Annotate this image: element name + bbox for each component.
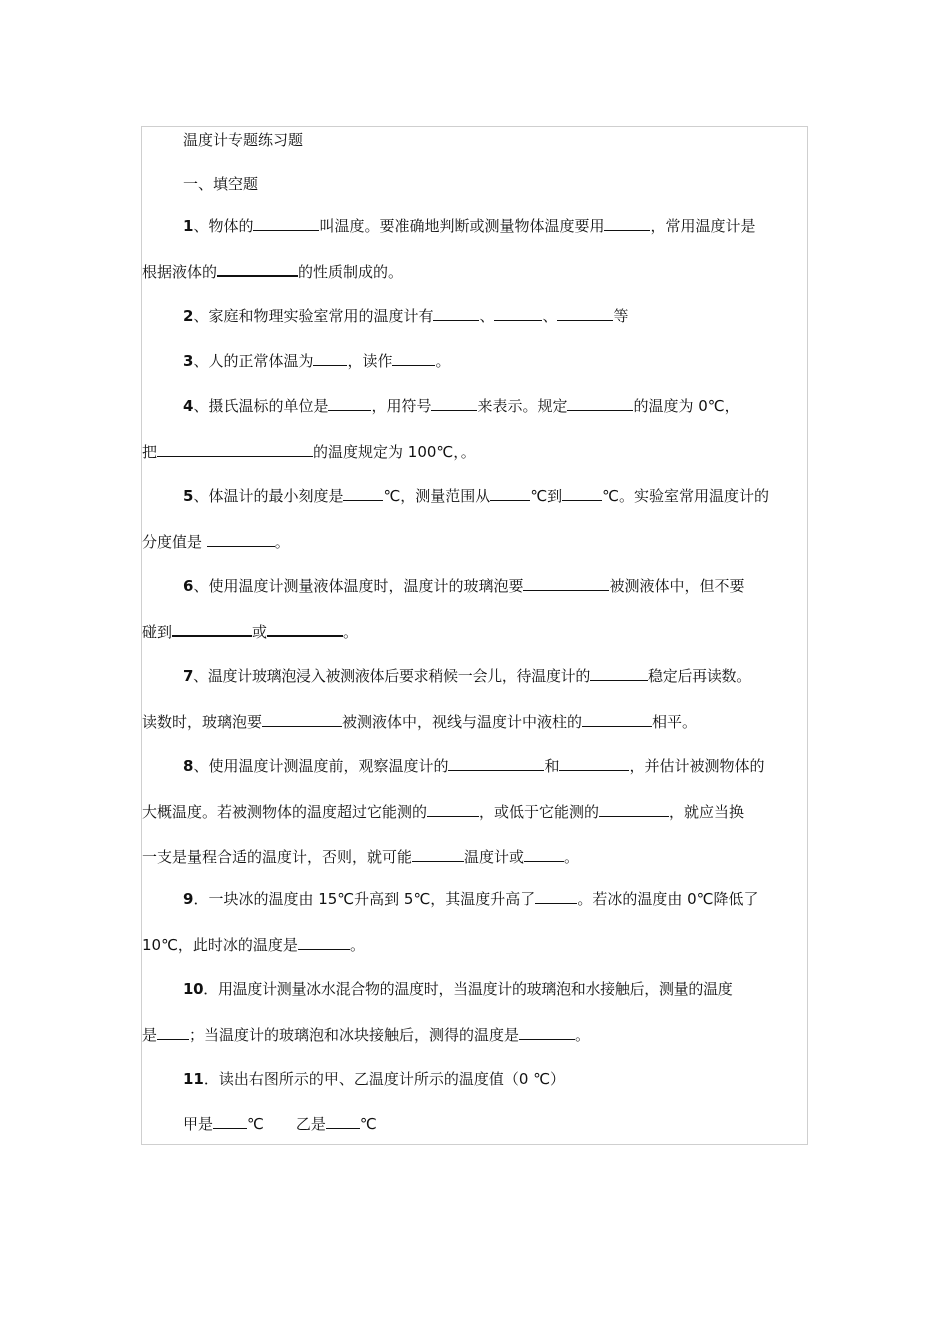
question-8-line-1: 8、使用温度计测温度前，观察温度计的 和 ，并估计被测物体的 <box>183 757 765 775</box>
question-number: 10 <box>183 980 204 998</box>
question-3-line-1: 3、人的正常体温为 ，读作 。 <box>183 352 451 370</box>
answer-blank[interactable] <box>433 306 479 321</box>
answer-blank[interactable] <box>343 486 383 501</box>
question-number: 11 <box>183 1070 204 1088</box>
answer-blank[interactable] <box>326 1114 360 1129</box>
question-number: 2 <box>183 307 194 325</box>
question-9-line-2: 10℃，此时冰的温度是 。 <box>142 936 365 954</box>
section-heading: 一、填空题 <box>183 175 259 193</box>
answer-blank[interactable] <box>253 216 319 231</box>
answer-blank[interactable] <box>599 802 669 817</box>
answer-blank[interactable] <box>427 802 479 817</box>
question-number: 7 <box>183 667 194 685</box>
answer-blank[interactable] <box>262 712 342 727</box>
answer-blank[interactable] <box>172 622 252 637</box>
answer-blank[interactable] <box>298 935 350 950</box>
question-10-line-2: 是 ；当温度计的玻璃泡和冰块接触后，测得的温度是 。 <box>142 1026 591 1044</box>
question-number: 6 <box>183 577 194 595</box>
answer-blank[interactable] <box>582 712 652 727</box>
question-number: 8 <box>183 757 194 775</box>
answer-blank[interactable] <box>267 622 343 637</box>
page-title: 温度计专题练习题 <box>183 131 304 149</box>
answer-blank[interactable] <box>157 1025 189 1040</box>
answer-blank[interactable] <box>392 351 435 366</box>
question-11-line-1: 11．读出右图所示的甲、乙温度计所示的温度值（0 ℃） <box>183 1070 566 1088</box>
question-number: 1 <box>183 217 194 235</box>
question-5-line-2: 分度值是 。 <box>142 533 290 551</box>
question-8-line-3: 一支是量程合适的温度计，否则，就可能 温度计或 。 <box>142 848 580 866</box>
question-number: 4 <box>183 397 194 415</box>
question-4-line-2: 把 的温度规定为 100℃，。 <box>142 443 476 461</box>
question-number: 3 <box>183 352 194 370</box>
answer-blank[interactable] <box>590 666 648 681</box>
question-6-line-2: 碰到 或 。 <box>142 623 359 641</box>
question-8-line-2: 大概温度。若被测物体的温度超过它能测的 ，或低于它能测的 ，就应当换 <box>142 803 745 821</box>
question-number: 5 <box>183 487 194 505</box>
answer-blank[interactable] <box>562 486 602 501</box>
answer-blank[interactable] <box>567 396 633 411</box>
answer-blank[interactable] <box>604 216 650 231</box>
answer-blank[interactable] <box>557 306 613 321</box>
worksheet-page <box>141 126 808 1145</box>
answer-blank[interactable] <box>490 486 530 501</box>
question-7-line-1: 7、温度计玻璃泡浸入被测液体后要求稍候一会儿，待温度计的 稳定后再读数。 <box>183 667 751 685</box>
answer-blank[interactable] <box>313 351 347 366</box>
answer-blank[interactable] <box>328 396 371 411</box>
answer-blank[interactable] <box>207 532 275 547</box>
answer-blank[interactable] <box>157 442 313 457</box>
answer-blank[interactable] <box>213 1114 247 1129</box>
answer-blank[interactable] <box>559 756 629 771</box>
question-7-line-2: 读数时，玻璃泡要 被测液体中，视线与温度计中液柱的 相平。 <box>142 713 698 731</box>
question-5-line-1: 5、体温计的最小刻度是 ℃，测量范围从 ℃到 ℃。实验室常用温度计的 <box>183 487 770 505</box>
answer-blank[interactable] <box>524 847 564 862</box>
answer-blank[interactable] <box>519 1025 575 1040</box>
answer-blank[interactable] <box>448 756 544 771</box>
answer-blank[interactable] <box>217 262 298 277</box>
question-1-line-2: 根据液体的 的性质制成的。 <box>142 263 404 281</box>
answer-blank[interactable] <box>523 576 609 591</box>
question-6-line-1: 6、使用温度计测量液体温度时，温度计的玻璃泡要 被测液体中，但不要 <box>183 577 745 595</box>
question-10-line-1: 10．用温度计测量冰水混合物的温度时，当温度计的玻璃泡和水接触后，测量的温度 <box>183 980 733 998</box>
question-4-line-1: 4、摄氏温标的单位是 ，用符号 来表示。规定 的温度为 0℃， <box>183 397 740 415</box>
answer-blank[interactable] <box>412 847 464 862</box>
answer-blank[interactable] <box>431 396 477 411</box>
question-11-line-2: 甲是 ℃ 乙是 ℃ <box>183 1115 377 1133</box>
question-number: 9 <box>183 890 194 908</box>
answer-blank[interactable] <box>494 306 542 321</box>
question-9-line-1: 9．一块冰的温度由 15℃升高到 5℃，其温度升高了 。若冰的温度由 0℃降低了 <box>183 890 759 908</box>
answer-blank[interactable] <box>535 889 577 904</box>
question-2-line-1: 2、家庭和物理实验室常用的温度计有 、 、 等 <box>183 307 629 325</box>
question-1-line-1: 1、物体的 叫温度。要准确地判断或测量物体温度要用 ，常用温度计是 <box>183 217 756 235</box>
